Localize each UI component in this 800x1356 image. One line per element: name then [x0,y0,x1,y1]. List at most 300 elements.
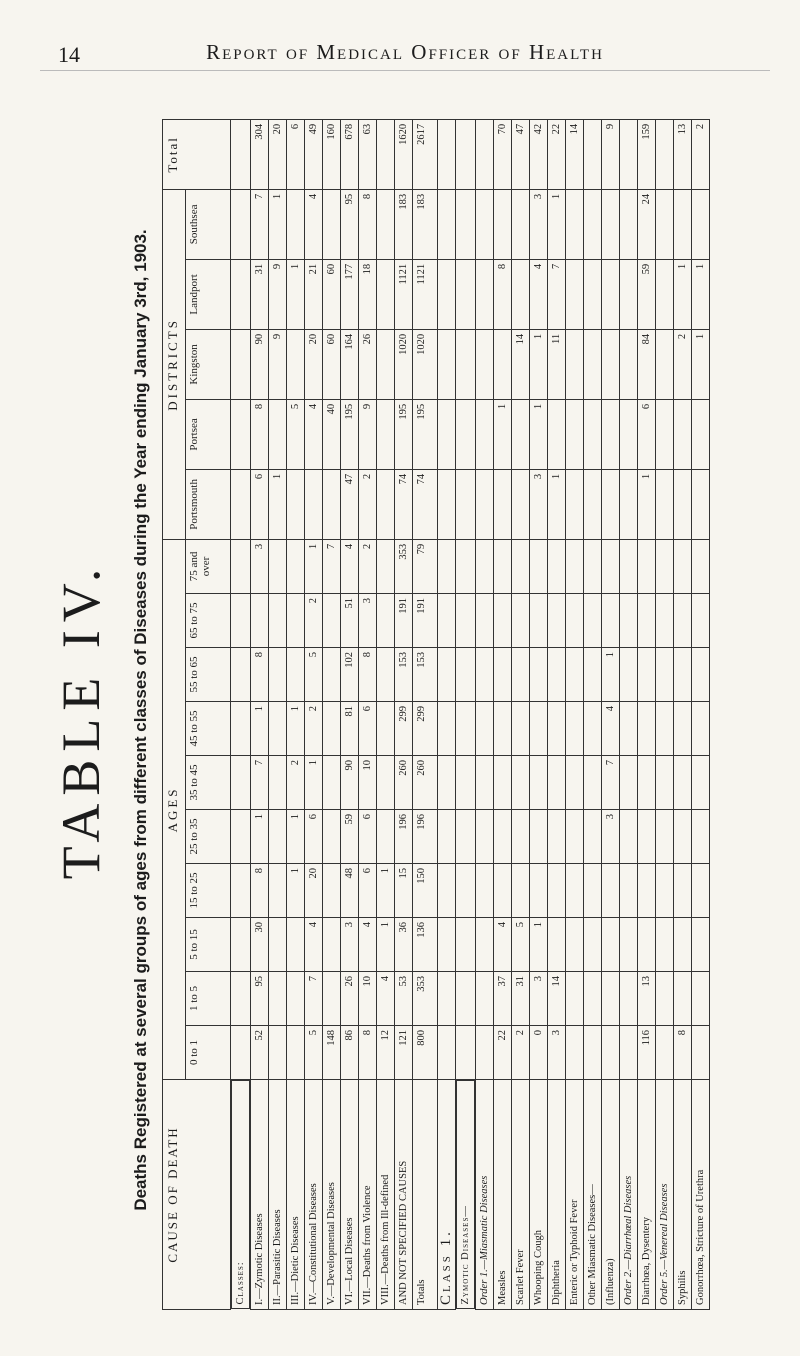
empty-cell [656,189,674,259]
age-value [530,756,548,810]
empty-cell [231,594,251,648]
district-value [602,399,620,469]
empty-cell [620,918,638,972]
district-value: 74 [395,469,413,539]
row-total: 47 [512,119,530,189]
empty-cell [456,648,476,702]
district-value: 1 [269,189,287,259]
age-value [638,810,656,864]
age-value: 7 [305,972,323,1026]
empty-cell [476,810,494,864]
empty-cell [656,329,674,399]
row-total: 70 [494,119,512,189]
empty-cell [620,469,638,539]
district-column-header: Kingston [186,329,231,399]
age-value [692,594,710,648]
district-value: 1121 [395,259,413,329]
district-value [602,469,620,539]
deaths-table [162,119,710,1310]
age-value [602,972,620,1026]
empty-cell [476,594,494,648]
age-value: 5 [305,648,323,702]
rotated-table-page [40,123,780,1310]
age-value: 191 [395,594,413,648]
row-total: 2 [692,119,710,189]
order-heading: Order 1.—Miasmatic Diseases [476,1080,494,1310]
district-value: 21 [305,259,323,329]
district-value: 4 [305,399,323,469]
empty-cell [438,810,456,864]
class-row [287,119,305,1309]
empty-cell [476,756,494,810]
empty-cell [620,756,638,810]
class-row [251,119,269,1309]
age-value [323,864,341,918]
district-total: 1020 [413,329,438,399]
empty-cell [231,119,251,189]
district-value: 9 [269,329,287,399]
age-value [692,972,710,1026]
district-value: 1 [494,399,512,469]
age-column-header: 0 to 1 [186,1026,231,1080]
age-value [512,539,530,593]
district-value: 20 [305,329,323,399]
empty-cell [231,864,251,918]
empty-cell [456,972,476,1026]
empty-cell [656,594,674,648]
age-value: 59 [341,810,359,864]
district-value [377,189,395,259]
age-value [692,756,710,810]
age-value: 3 [530,972,548,1026]
age-value [530,594,548,648]
age-value [377,702,395,756]
empty-cell [231,1026,251,1080]
district-value: 1 [269,469,287,539]
age-value [692,702,710,756]
age-value [674,648,692,702]
class-label: IV.—Constitutional Diseases [305,1080,323,1310]
district-value [377,259,395,329]
age-value: 1 [251,810,269,864]
age-value [638,918,656,972]
district-value: 1 [674,259,692,329]
age-value: 1 [251,702,269,756]
age-value: 1 [377,918,395,972]
running-head [40,40,770,71]
empty-cell [438,864,456,918]
empty-cell [620,648,638,702]
class-row [323,119,341,1309]
age-value [674,918,692,972]
district-value: 1020 [395,329,413,399]
age-value [566,864,584,918]
row-total: 6 [287,119,305,189]
age-value [638,702,656,756]
empty-cell [231,469,251,539]
age-value: 8 [359,1026,377,1080]
age-total: 196 [413,810,438,864]
age-value [674,756,692,810]
empty-cell [656,259,674,329]
age-value: 3 [602,810,620,864]
age-column-header: 25 to 35 [186,810,231,864]
age-value [512,810,530,864]
row-total: 63 [359,119,377,189]
age-value [494,539,512,593]
empty-cell [231,702,251,756]
disease-row [692,119,710,1309]
empty-cell [438,329,456,399]
age-value [287,594,305,648]
empty-cell [456,702,476,756]
row-total: 159 [638,119,656,189]
empty-cell [438,594,456,648]
empty-cell [456,189,476,259]
empty-cell [476,1026,494,1080]
empty-cell [231,756,251,810]
disease-row [566,119,584,1309]
empty-cell [231,972,251,1026]
disease-label: Gonorrhœa, Stricture of Urethra [692,1080,710,1310]
age-column-header: 1 to 5 [186,972,231,1026]
age-value: 10 [359,972,377,1026]
age-value: 6 [359,702,377,756]
district-value: 8 [494,259,512,329]
district-total: 74 [413,469,438,539]
age-value [584,864,602,918]
age-value [674,972,692,1026]
age-value [548,594,566,648]
district-value: 1 [530,329,548,399]
disease-row [584,119,602,1309]
age-value: 53 [395,972,413,1026]
empty-cell [456,259,476,329]
district-value [584,189,602,259]
age-value: 4 [305,918,323,972]
class-label: VIII.—Deaths from Ill-defined [377,1080,395,1310]
classes-heading: Classes: [231,1080,250,1310]
age-value: 121 [395,1026,413,1080]
age-value: 90 [341,756,359,810]
district-value: 60 [323,259,341,329]
empty-cell [456,539,476,593]
age-value: 31 [512,972,530,1026]
empty-cell [620,810,638,864]
district-total: 195 [413,399,438,469]
district-value [305,469,323,539]
grand-total: 2617 [413,119,438,189]
district-value [584,259,602,329]
district-value: 183 [395,189,413,259]
empty-cell [476,329,494,399]
district-column-header: Portsea [186,399,231,469]
district-total: 1121 [413,259,438,329]
empty-cell [231,648,251,702]
empty-cell [456,594,476,648]
district-value [566,399,584,469]
district-value [287,329,305,399]
class-label: II.—Parasitic Diseases [269,1080,287,1310]
age-value: 36 [395,918,413,972]
age-value [251,594,269,648]
age-value: 1 [377,864,395,918]
district-value: 14 [512,329,530,399]
disease-row [512,119,530,1309]
district-value: 9 [359,399,377,469]
district-value: 6 [251,469,269,539]
age-value [323,648,341,702]
empty-cell [620,702,638,756]
district-value [494,469,512,539]
empty-cell [438,1026,456,1080]
age-value: 1 [602,648,620,702]
age-value: 4 [359,918,377,972]
empty-cell [620,864,638,918]
district-value [674,189,692,259]
empty-cell [438,119,456,189]
empty-cell [231,539,251,593]
empty-cell [476,189,494,259]
age-value: 5 [512,918,530,972]
empty-cell [456,329,476,399]
district-value [323,189,341,259]
empty-cell [438,539,456,593]
empty-cell [620,259,638,329]
empty-cell [456,756,476,810]
age-value [512,648,530,702]
age-value: 8 [674,1026,692,1080]
row-total: 678 [341,119,359,189]
empty-cell [456,1026,476,1080]
district-total: 183 [413,189,438,259]
age-value: 6 [359,810,377,864]
disease-label: Diarrhœa, Dysentery [638,1080,656,1310]
age-value: 299 [395,702,413,756]
district-value [566,329,584,399]
age-value [269,756,287,810]
age-value: 102 [341,648,359,702]
age-value: 7 [251,756,269,810]
age-value: 51 [341,594,359,648]
age-value [548,810,566,864]
empty-cell [656,1026,674,1080]
total-heading: Total [163,119,231,189]
age-value [566,539,584,593]
age-value [602,594,620,648]
age-value: 8 [251,864,269,918]
age-value: 3 [251,539,269,593]
row-total: 20 [269,119,287,189]
age-value [494,756,512,810]
age-column-header: 35 to 45 [186,756,231,810]
disease-row [602,119,620,1309]
age-column-header: 5 to 15 [186,918,231,972]
age-value [638,864,656,918]
age-column-header: 75 and over [186,539,231,593]
class-row [269,119,287,1309]
age-value [602,539,620,593]
age-value [287,918,305,972]
district-value: 177 [341,259,359,329]
running-title: Report of Medical Officer of Health [206,40,604,64]
class-label: III.—Dietic Diseases [287,1080,305,1310]
district-value: 8 [251,399,269,469]
age-value: 52 [251,1026,269,1080]
age-total: 800 [413,1026,438,1080]
empty-cell [456,864,476,918]
age-value [323,810,341,864]
empty-cell [476,259,494,329]
district-value: 26 [359,329,377,399]
district-value: 3 [530,469,548,539]
empty-cell [620,119,638,189]
row-total: 14 [566,119,584,189]
class-label: I.—Zymotic Diseases [251,1080,269,1310]
district-value: 11 [548,329,566,399]
empty-cell [656,702,674,756]
district-value [674,469,692,539]
age-value: 2 [305,594,323,648]
age-value [692,810,710,864]
empty-cell [231,189,251,259]
order-heading: Order 5.—Venereal Diseases [656,1080,674,1310]
empty-cell [456,918,476,972]
district-value: 164 [341,329,359,399]
row-total: 49 [305,119,323,189]
district-value: 3 [530,189,548,259]
age-value [566,756,584,810]
empty-cell [438,702,456,756]
age-value: 12 [377,1026,395,1080]
disease-label: Syphilis [674,1080,692,1310]
district-value: 2 [674,329,692,399]
district-value [323,469,341,539]
district-value: 1 [287,259,305,329]
row-total [584,119,602,189]
empty-cell [456,399,476,469]
disease-row [548,119,566,1309]
age-value: 10 [359,756,377,810]
age-value: 26 [341,972,359,1026]
district-value: 7 [251,189,269,259]
age-value [638,648,656,702]
disease-label: Diphtheria [548,1080,566,1310]
disease-label: (Influenza) [602,1080,620,1310]
empty-cell [231,329,251,399]
district-column-header: Southsea [186,189,231,259]
age-value [323,702,341,756]
age-value [377,648,395,702]
age-value: 14 [548,972,566,1026]
age-value [494,648,512,702]
district-value: 1 [548,469,566,539]
empty-cell [656,864,674,918]
district-value [494,329,512,399]
age-value: 8 [251,648,269,702]
age-value [566,972,584,1026]
age-value: 3 [341,918,359,972]
totals-label: Totals [413,1080,438,1310]
empty-cell [656,469,674,539]
age-value [548,648,566,702]
age-value [512,864,530,918]
age-value [584,539,602,593]
age-value [674,702,692,756]
district-value: 18 [359,259,377,329]
empty-cell [656,119,674,189]
age-value [602,864,620,918]
empty-cell [476,972,494,1026]
district-value [287,469,305,539]
age-value: 2 [512,1026,530,1080]
age-value [287,648,305,702]
age-column-header: 45 to 55 [186,702,231,756]
age-value: 1 [287,864,305,918]
district-value: 2 [359,469,377,539]
empty-cell [620,399,638,469]
district-value [602,189,620,259]
district-value: 95 [341,189,359,259]
age-value [674,810,692,864]
age-value: 2 [305,702,323,756]
page-number: 14 [58,42,80,67]
age-total: 353 [413,972,438,1026]
district-value: 6 [638,399,656,469]
age-value [548,864,566,918]
row-total: 42 [530,119,548,189]
empty-cell [656,539,674,593]
age-value: 6 [305,810,323,864]
district-value: 195 [395,399,413,469]
age-value: 6 [359,864,377,918]
age-total: 79 [413,539,438,593]
age-total: 136 [413,918,438,972]
empty-cell [620,329,638,399]
district-value [584,329,602,399]
empty-cell [620,539,638,593]
age-value [269,972,287,1026]
empty-cell [231,399,251,469]
empty-cell [456,119,476,189]
empty-cell [438,756,456,810]
age-value [512,702,530,756]
disease-label: Measles [494,1080,512,1310]
age-value: 30 [251,918,269,972]
district-value: 31 [251,259,269,329]
class-label: V.—Developmental Diseases [323,1080,341,1310]
empty-cell [231,918,251,972]
empty-cell [656,972,674,1026]
disease-row [494,119,512,1309]
district-value: 24 [638,189,656,259]
district-value [512,399,530,469]
district-value: 1 [548,189,566,259]
row-total: 304 [251,119,269,189]
class-row [395,119,413,1309]
empty-cell [476,918,494,972]
age-value [674,864,692,918]
empty-cell [620,594,638,648]
age-value [323,756,341,810]
class-row [377,119,395,1309]
age-value [494,702,512,756]
age-value [548,539,566,593]
age-value [287,1026,305,1080]
age-value [584,594,602,648]
age-value: 2 [287,756,305,810]
class-label: VII.—Deaths from Violence [359,1080,377,1310]
